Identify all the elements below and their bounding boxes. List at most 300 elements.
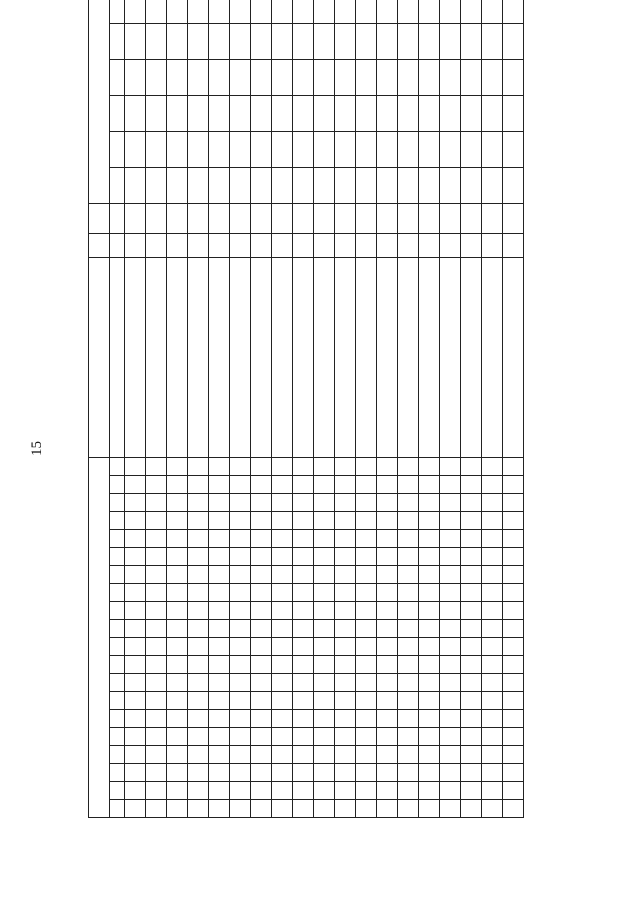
table-header-group-code: [89, 457, 110, 817]
code-cell: [188, 692, 209, 710]
code-cell: [146, 656, 167, 674]
value-cell: [356, 131, 377, 167]
value-cell: [398, 131, 419, 167]
code-cell: [440, 620, 461, 638]
code-cell: [503, 710, 524, 728]
code-cell: [272, 602, 293, 620]
code-cell: [356, 530, 377, 548]
code-cell: [503, 457, 524, 475]
code-cell: [251, 692, 272, 710]
code-cell: [146, 674, 167, 692]
name-cell: [251, 257, 272, 457]
code-cell: [188, 620, 209, 638]
code-cell: [377, 674, 398, 692]
code-cell: [272, 584, 293, 602]
code-cell: [440, 584, 461, 602]
table-row: [314, 0, 335, 818]
code-cell: [230, 620, 251, 638]
table-header-bottom: [110, 0, 125, 818]
unit-col: [110, 233, 125, 257]
code-cell: [314, 620, 335, 638]
code-cell: [251, 566, 272, 584]
code-cell: [188, 530, 209, 548]
code-cell: [356, 692, 377, 710]
table-row: [293, 0, 314, 818]
code-cell: [146, 728, 167, 746]
code-cell: [503, 728, 524, 746]
value-cell: [251, 95, 272, 131]
value-cell: [272, 95, 293, 131]
name-cell: [167, 257, 188, 457]
code-cell: [293, 674, 314, 692]
value-cell: [293, 0, 314, 23]
code-cell: [209, 457, 230, 475]
table-row: [188, 0, 209, 818]
code-cell: [146, 602, 167, 620]
value-cell: [503, 0, 524, 23]
code-cell: [251, 584, 272, 602]
value-cell: [314, 131, 335, 167]
table-row: [167, 0, 188, 818]
code-cell: [461, 746, 482, 764]
code-cell: [503, 584, 524, 602]
code-cell: [188, 566, 209, 584]
code-cell: [503, 476, 524, 494]
value-cell: [230, 59, 251, 95]
code-cell: [440, 476, 461, 494]
code-cell: [482, 656, 503, 674]
value-cell: [293, 95, 314, 131]
value-cell: [335, 131, 356, 167]
table-header-top: [89, 0, 110, 818]
code-cell: [293, 656, 314, 674]
code-cell: [167, 800, 188, 818]
code-cell: [125, 584, 146, 602]
code-cell: [314, 638, 335, 656]
name-cell: [272, 257, 293, 457]
code-cell: [293, 638, 314, 656]
code-cell: [335, 692, 356, 710]
code-cell: [209, 566, 230, 584]
code-cell: [167, 764, 188, 782]
value-cell: [209, 23, 230, 59]
code-cell: [398, 566, 419, 584]
code-cell: [251, 638, 272, 656]
value-cell: [482, 59, 503, 95]
code-cell: [461, 710, 482, 728]
code-cell: [146, 746, 167, 764]
code-col: [110, 746, 125, 764]
value-cell: [209, 203, 230, 233]
name-cell: [335, 257, 356, 457]
code-cell: [167, 548, 188, 566]
code-cell: [230, 728, 251, 746]
code-cell: [167, 512, 188, 530]
code-cell: [167, 476, 188, 494]
value-cell: [167, 167, 188, 203]
code-cell: [335, 764, 356, 782]
code-cell: [251, 620, 272, 638]
code-cell: [251, 476, 272, 494]
code-cell: [125, 710, 146, 728]
value-cell: [377, 233, 398, 257]
code-cell: [146, 692, 167, 710]
value-cell: [398, 203, 419, 233]
code-cell: [503, 656, 524, 674]
name-cell: [293, 257, 314, 457]
name-cell: [146, 257, 167, 457]
code-cell: [188, 584, 209, 602]
code-cell: [356, 476, 377, 494]
code-cell: [209, 620, 230, 638]
code-cell: [377, 476, 398, 494]
code-cell: [230, 638, 251, 656]
code-cell: [503, 602, 524, 620]
program-table: [88, 0, 524, 818]
code-cell: [419, 566, 440, 584]
code-cell: [209, 710, 230, 728]
year-col: [110, 167, 125, 203]
code-col: [110, 512, 125, 530]
code-cell: [335, 638, 356, 656]
code-cell: [293, 620, 314, 638]
code-cell: [125, 602, 146, 620]
code-cell: [314, 782, 335, 800]
code-cell: [188, 656, 209, 674]
value-cell: [314, 233, 335, 257]
code-cell: [251, 494, 272, 512]
rotated-document: [88, 82, 522, 818]
code-cell: [272, 494, 293, 512]
code-cell: [419, 457, 440, 475]
code-cell: [293, 746, 314, 764]
code-col: [110, 548, 125, 566]
code-cell: [125, 800, 146, 818]
name-cell: [503, 257, 524, 457]
code-cell: [482, 566, 503, 584]
value-cell: [482, 203, 503, 233]
table-row: [482, 0, 503, 818]
value-cell: [503, 23, 524, 59]
code-cell: [440, 692, 461, 710]
value-cell: [398, 59, 419, 95]
code-cell: [482, 710, 503, 728]
code-cell: [377, 692, 398, 710]
code-cell: [209, 656, 230, 674]
code-cell: [146, 476, 167, 494]
code-cell: [146, 782, 167, 800]
table-row: [125, 0, 146, 818]
code-cell: [251, 457, 272, 475]
code-col: [110, 530, 125, 548]
code-cell: [272, 620, 293, 638]
value-cell: [440, 233, 461, 257]
code-cell: [377, 656, 398, 674]
code-cell: [251, 530, 272, 548]
code-cell: [167, 710, 188, 728]
value-cell: [188, 0, 209, 23]
value-cell: [167, 59, 188, 95]
code-cell: [356, 638, 377, 656]
code-cell: [125, 782, 146, 800]
value-cell: [482, 23, 503, 59]
code-cell: [230, 584, 251, 602]
code-cell: [377, 620, 398, 638]
code-col: [110, 800, 125, 818]
code-cell: [461, 584, 482, 602]
value-cell: [230, 0, 251, 23]
code-cell: [461, 656, 482, 674]
code-cell: [188, 764, 209, 782]
code-cell: [209, 602, 230, 620]
code-cell: [272, 692, 293, 710]
code-cell: [503, 800, 524, 818]
value-cell: [335, 167, 356, 203]
code-cell: [356, 746, 377, 764]
code-cell: [503, 620, 524, 638]
code-cell: [314, 602, 335, 620]
value-cell: [251, 167, 272, 203]
value-cell: [314, 59, 335, 95]
code-cell: [314, 584, 335, 602]
code-cell: [419, 674, 440, 692]
code-cell: [272, 710, 293, 728]
code-cell: [167, 566, 188, 584]
code-cell: [419, 512, 440, 530]
code-cell: [377, 494, 398, 512]
code-cell: [503, 494, 524, 512]
code-cell: [440, 494, 461, 512]
value-cell: [188, 131, 209, 167]
code-cell: [314, 548, 335, 566]
value-cell: [461, 23, 482, 59]
code-cell: [167, 674, 188, 692]
code-cell: [398, 457, 419, 475]
code-cell: [188, 728, 209, 746]
value-cell: [356, 233, 377, 257]
code-cell: [230, 782, 251, 800]
table-row: [251, 0, 272, 818]
code-cell: [146, 512, 167, 530]
code-cell: [503, 674, 524, 692]
value-cell: [461, 95, 482, 131]
value-cell: [314, 23, 335, 59]
code-cell: [503, 512, 524, 530]
code-cell: [440, 764, 461, 782]
value-cell: [125, 95, 146, 131]
code-cell: [188, 512, 209, 530]
value-cell: [335, 95, 356, 131]
value-cell: [356, 0, 377, 23]
code-cell: [251, 764, 272, 782]
code-cell: [272, 530, 293, 548]
page-number: 15: [29, 441, 45, 456]
code-cell: [335, 800, 356, 818]
value-cell: [293, 131, 314, 167]
value-cell: [188, 59, 209, 95]
code-cell: [503, 566, 524, 584]
value-cell: [398, 23, 419, 59]
code-cell: [482, 512, 503, 530]
code-cell: [482, 674, 503, 692]
table-header-unit: [89, 233, 110, 257]
table-row: [377, 0, 398, 818]
value-cell: [230, 167, 251, 203]
value-cell: [482, 233, 503, 257]
value-cell: [209, 233, 230, 257]
code-cell: [167, 530, 188, 548]
code-cell: [167, 692, 188, 710]
code-cell: [398, 746, 419, 764]
code-cell: [314, 746, 335, 764]
value-cell: [125, 233, 146, 257]
code-cell: [461, 764, 482, 782]
code-cell: [125, 764, 146, 782]
code-cell: [440, 638, 461, 656]
name-cell: [461, 257, 482, 457]
code-cell: [356, 782, 377, 800]
name-cell: [230, 257, 251, 457]
table-row: [335, 0, 356, 818]
code-cell: [230, 476, 251, 494]
table-row: [209, 0, 230, 818]
code-cell: [398, 764, 419, 782]
table-row: [230, 0, 251, 818]
code-cell: [167, 602, 188, 620]
code-cell: [125, 728, 146, 746]
value-cell: [293, 233, 314, 257]
value-cell: [251, 131, 272, 167]
value-cell: [482, 95, 503, 131]
value-cell: [377, 95, 398, 131]
code-cell: [209, 494, 230, 512]
code-cell: [230, 764, 251, 782]
code-cell: [146, 530, 167, 548]
code-cell: [293, 728, 314, 746]
code-cell: [440, 800, 461, 818]
value-cell: [272, 233, 293, 257]
code-cell: [356, 566, 377, 584]
value-cell: [293, 59, 314, 95]
value-cell: [146, 203, 167, 233]
code-cell: [188, 457, 209, 475]
code-cell: [398, 800, 419, 818]
code-cell: [503, 638, 524, 656]
code-cell: [335, 674, 356, 692]
table-row: [440, 0, 461, 818]
table-row: [503, 0, 524, 818]
code-cell: [419, 710, 440, 728]
code-cell: [482, 764, 503, 782]
code-cell: [272, 457, 293, 475]
code-cell: [482, 494, 503, 512]
code-cell: [419, 494, 440, 512]
code-cell: [419, 476, 440, 494]
name-cell: [356, 257, 377, 457]
code-cell: [377, 457, 398, 475]
value-cell: [230, 233, 251, 257]
code-cell: [377, 512, 398, 530]
code-cell: [398, 710, 419, 728]
code-cell: [314, 512, 335, 530]
value-cell: [461, 0, 482, 23]
code-cell: [146, 584, 167, 602]
code-cell: [377, 530, 398, 548]
value-cell: [125, 23, 146, 59]
value-cell: [419, 95, 440, 131]
code-cell: [314, 674, 335, 692]
value-cell: [503, 59, 524, 95]
code-cell: [272, 728, 293, 746]
code-cell: [335, 457, 356, 475]
code-cell: [440, 710, 461, 728]
value-cell: [440, 167, 461, 203]
code-cell: [356, 710, 377, 728]
code-cell: [419, 638, 440, 656]
code-cell: [209, 764, 230, 782]
value-cell: [440, 203, 461, 233]
table-row: [272, 0, 293, 818]
code-cell: [125, 548, 146, 566]
name-cell: [482, 257, 503, 457]
code-cell: [188, 602, 209, 620]
code-cell: [230, 512, 251, 530]
code-cell: [398, 530, 419, 548]
code-cell: [398, 584, 419, 602]
value-cell: [146, 167, 167, 203]
value-cell: [167, 0, 188, 23]
code-cell: [482, 800, 503, 818]
code-cell: [461, 728, 482, 746]
code-cell: [461, 638, 482, 656]
code-cell: [146, 566, 167, 584]
code-cell: [482, 620, 503, 638]
code-cell: [209, 548, 230, 566]
code-cell: [440, 548, 461, 566]
value-cell: [482, 0, 503, 23]
code-cell: [314, 728, 335, 746]
value-cell: [125, 167, 146, 203]
code-cell: [209, 692, 230, 710]
code-cell: [419, 800, 440, 818]
value-cell: [125, 203, 146, 233]
code-cell: [167, 620, 188, 638]
code-cell: [209, 512, 230, 530]
value-cell: [209, 95, 230, 131]
code-cell: [314, 530, 335, 548]
code-cell: [293, 494, 314, 512]
code-cell: [167, 494, 188, 512]
value-cell: [335, 59, 356, 95]
code-cell: [272, 512, 293, 530]
year-col: [110, 0, 125, 23]
code-cell: [398, 638, 419, 656]
code-col: [110, 620, 125, 638]
code-cell: [461, 602, 482, 620]
code-cell: [440, 602, 461, 620]
code-cell: [440, 674, 461, 692]
code-cell: [188, 800, 209, 818]
value-cell: [503, 233, 524, 257]
value-cell: [146, 59, 167, 95]
value-cell: [230, 131, 251, 167]
value-cell: [398, 167, 419, 203]
code-cell: [125, 638, 146, 656]
code-cell: [314, 457, 335, 475]
code-cell: [482, 746, 503, 764]
value-cell: [419, 23, 440, 59]
value-cell: [272, 167, 293, 203]
